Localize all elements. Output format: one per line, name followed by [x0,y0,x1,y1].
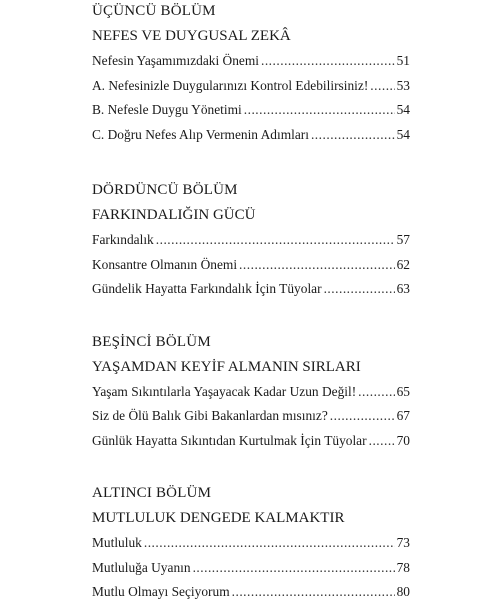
toc-entry-text: B. Nefesle Duygu Yönetimi [92,102,242,117]
toc-entry [92,228,410,253]
toc-page-number: 51 [396,53,410,68]
dot-leader [232,580,395,605]
chapter-heading: ÜÇÜNCÜ BÖLÜM [92,3,216,19]
chapter-title: NEFES VE DUYGUSAL ZEKÂ [92,28,291,44]
toc-entry [92,277,410,302]
dot-leader [311,123,395,148]
toc-entry-text: Mutlu Olmayı Seçiyorum [92,584,230,599]
toc-entry [92,556,410,581]
toc-page-number: 53 [396,77,410,93]
chapter-heading: DÖRDÜNCÜ BÖLÜM [92,182,238,198]
dot-leader [193,556,395,581]
toc-page-number: 80 [396,584,410,599]
toc-entry [92,123,410,148]
chapter-title: YAŞAMDAN KEYİF ALMANIN SIRLARI [92,358,361,375]
table-of-contents [92,0,410,605]
toc-page-number: 54 [396,126,410,142]
toc-entry-text: Konsantre Olmanın Önemi [92,256,238,272]
toc-page-number: 78 [396,559,410,575]
toc-page-number: 67 [396,408,410,423]
toc-entry [92,580,410,605]
dot-leader [370,74,394,99]
toc-entry [92,98,410,123]
toc-entry-text: Mutluluk [92,535,142,550]
toc-entry-text: Nefesin Yaşamımızdaki Önemi [92,53,259,68]
toc-entry-text: Yaşam Sıkıntılarla Yaşayacak Kadar Uzun Değil! [92,383,357,399]
chapter-title: FARKINDALIĞIN GÜCÜ [92,207,256,223]
chapter-heading: BEŞİNCİ BÖLÜM [92,333,211,350]
toc-entry-text: Gündelik Hayatta Farkındalık İçin Tüyolar [92,281,322,296]
chapter-title: MUTLULUK DENGEDE KALMAKTIR [92,510,345,526]
toc-page-number: 65 [396,383,410,399]
dot-leader [324,277,395,302]
toc-entry-text: C. Doğru Nefes Alıp Vermenin Adımları [92,126,309,142]
toc-page-number: 57 [396,232,410,247]
toc-entry [92,404,410,429]
toc-entry [92,253,410,278]
toc-entry-text: Günlük Hayatta Sıkıntıdan Kurtulmak İçin Tüyolar [92,432,367,448]
toc-page-number: 73 [396,535,410,550]
toc-entry [92,49,410,74]
dot-leader [358,380,394,405]
dot-leader [369,429,395,454]
toc-page-number: 54 [396,102,410,117]
chapter-heading: ALTINCI BÖLÜM [92,485,212,501]
dot-leader [261,49,395,74]
dot-leader [330,404,395,429]
toc-entry-text: Farkındalık [92,232,154,247]
toc-entry [92,380,410,405]
chapter-section [92,0,410,147]
dot-leader [239,253,395,278]
toc-entry [92,429,410,454]
toc-entry [92,74,410,99]
toc-page-number: 62 [396,256,410,272]
toc-entry-text: Siz de Ölü Balık Gibi Bakanlardan mısınız? [92,408,328,423]
chapter-section [92,332,410,454]
toc-page-number: 70 [396,432,410,448]
dot-leader [244,98,395,123]
chapter-section [92,483,410,605]
toc-entry-text: Mutluluğa Uyanın [92,559,191,575]
toc-entry [92,531,410,556]
dot-leader [156,228,395,253]
toc-entry-text: A. Nefesinizle Duygularınızı Kontrol Edebilirsiniz! [92,77,369,93]
dot-leader [144,531,395,556]
chapter-section [92,180,410,302]
toc-page-number: 63 [396,281,410,296]
